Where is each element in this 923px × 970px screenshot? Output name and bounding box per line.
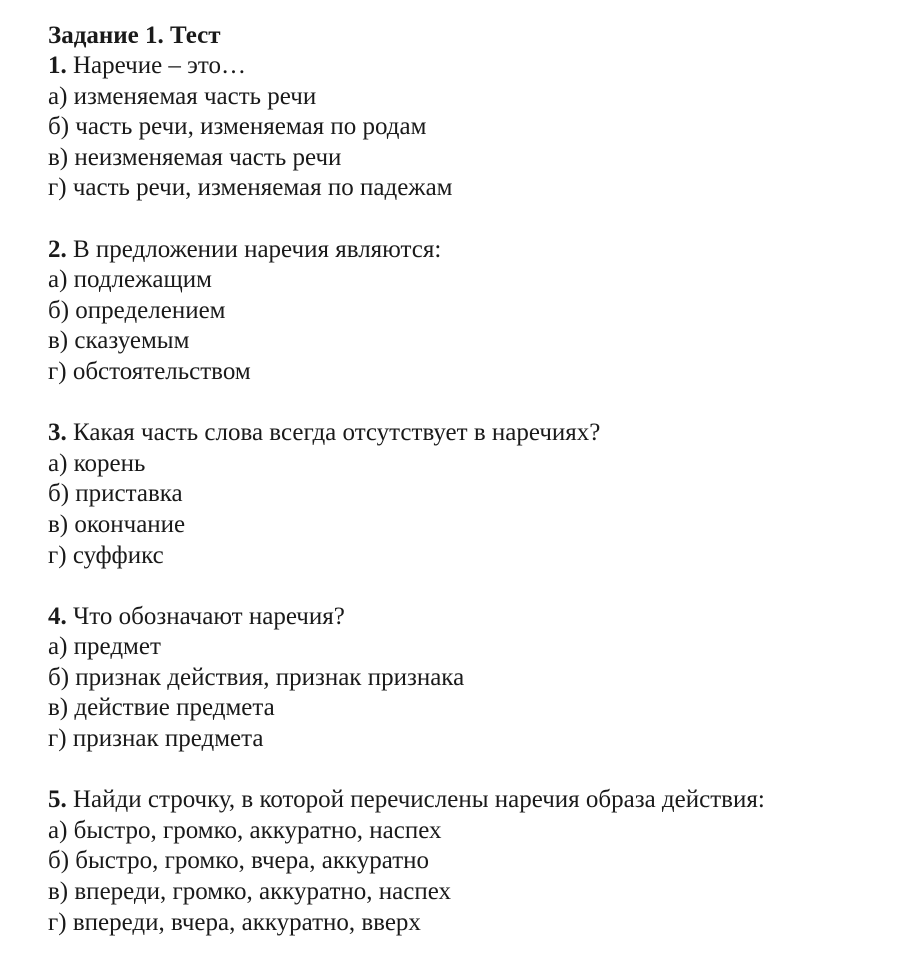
answer-option: а) корень — [48, 449, 146, 477]
answer-option: а) предмет — [48, 633, 161, 661]
question-3 — [48, 418, 908, 571]
answer-option: а) подлежащим — [48, 266, 212, 294]
answer-option: б) быстро, громко, вчера, аккуратно — [48, 847, 430, 875]
question-prompt: Что обозначают наречия? — [66, 602, 345, 630]
question-prompt: Наречие – это… — [66, 52, 246, 79]
question-prompt: Какая часть слова всегда отсутствует в наречиях? — [66, 419, 601, 447]
question-text — [48, 602, 908, 633]
answer-option: б) часть речи, изменяемая по родам — [48, 113, 427, 141]
answer-option: г) признак предмета — [48, 725, 264, 753]
answer-option: в) впереди, громко, аккуратно, наспех — [48, 878, 452, 906]
answer-option: г) суффикс — [48, 541, 164, 569]
question-2 — [48, 235, 908, 388]
question-number: 1. — [48, 52, 67, 79]
answer-option: б) приставка — [48, 480, 183, 508]
answer-option: в) действие предмета — [48, 694, 275, 722]
question-number: 3. — [48, 419, 67, 447]
answer-option: в) сказуемым — [48, 327, 190, 355]
question-1 — [48, 51, 908, 204]
question-number: 2. — [48, 235, 67, 263]
question-prompt: Найди строчку, в которой перечислены наречия образа действия: — [66, 786, 765, 814]
answer-option: б) определением — [48, 296, 226, 324]
question-4 — [48, 602, 908, 755]
answer-option: в) окончание — [48, 510, 186, 538]
answer-option: а) быстро, громко, аккуратно, наспех — [48, 816, 442, 844]
question-text — [48, 785, 908, 816]
question-text — [48, 418, 908, 449]
question-number: 5. — [48, 786, 67, 814]
question-5 — [48, 785, 908, 938]
question-text — [48, 235, 908, 266]
answer-option: г) часть речи, изменяемая по падежам — [48, 174, 453, 202]
task-title: Задание 1. Тест — [48, 22, 221, 49]
answer-option: г) впереди, вчера, аккуратно, вверх — [48, 908, 421, 936]
answer-option: а) изменяемая часть речи — [48, 82, 317, 110]
test-document — [48, 20, 908, 938]
question-number: 4. — [48, 602, 67, 630]
answer-option: г) обстоятельством — [48, 357, 251, 385]
question-text — [48, 51, 908, 82]
answer-option: б) признак действия, признак признака — [48, 663, 465, 691]
question-prompt: В предложении наречия являются: — [66, 235, 442, 263]
answer-option: в) неизменяемая часть речи — [48, 143, 342, 171]
